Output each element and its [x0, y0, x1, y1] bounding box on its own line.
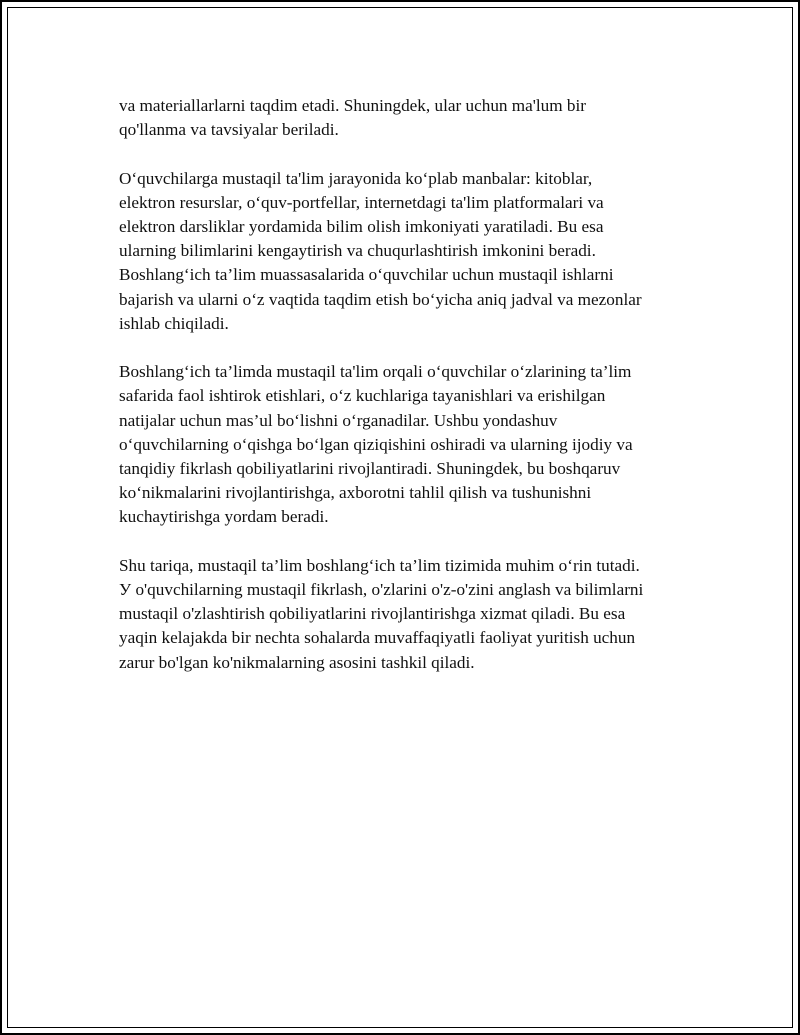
text-line: qo'llanma va tavsiyalar beriladi. [119, 120, 339, 140]
paragraph-4 [119, 554, 709, 675]
paragraph-2 [119, 167, 709, 336]
text-line: O‘quvchilarga mustaqil ta'lim jarayonida ko‘plab manbalar: kitoblar, [119, 168, 593, 188]
text-line: mustaqil o'zlashtirish qobiliyatlarini rivojlantirishga xizmat qiladi. Bu esa [119, 604, 626, 624]
text-line: va materiallarlarni taqdim etadi. Shuningdek, ular uchun ma'lum bir [119, 96, 587, 115]
text-line: elektron darsliklar yordamida bilim olish imkoniyati yaratiladi. Bu esa [119, 217, 604, 236]
text-line: kuchaytirishga yordam beradi. [119, 507, 329, 527]
text-line: tanqidiy fikrlash qobiliyatlarini rivojlantiradi. Shuningdek, bu boshqaruv [119, 459, 621, 479]
text-line: Boshlang‘ich ta’limda mustaqil ta'lim orqali o‘quvchilar o‘zlarining ta’lim [119, 362, 632, 382]
text-line: ularning bilimlarini kengaytirish va chuqurlashtirish imkonini beradi. [119, 241, 596, 261]
document-body [119, 94, 709, 699]
text-line: yaqin kelajakda bir nechta sohalarda muvaffaqiyatli faoliyat yuritish uchun [119, 628, 636, 648]
paragraph-1 [119, 94, 709, 142]
text-line: Shu tariqa, mustaqil ta’lim boshlang‘ich ta’lim tizimida muhim o‘rin tutadi. [119, 555, 640, 575]
text-line: ishlab chiqiladi. [119, 313, 229, 333]
text-line: safarida faol ishtirok etishlari, o‘z kuchlariga tayanishlari va erishilgan [119, 386, 606, 406]
text-line: zarur bo'lgan ko'nikmalarning asosini tashkil qiladi. [119, 652, 475, 672]
text-line: Boshlang‘ich ta’lim muassasalarida o‘quvchilar uchun mustaqil ishlarni [119, 265, 614, 285]
text-line: ko‘nikmalarini rivojlantirishga, axborotni tahlil qilish va tushunishni [119, 483, 592, 503]
paragraph-3 [119, 360, 709, 529]
text-line: elektron resurslar, o‘quv-portfellar, internetdagi ta'lim platformalari va [119, 192, 604, 212]
text-line: У o'quvchilarning mustaqil fikrlash, o'zlarini o'z-o'zini anglash va bilimlarni [119, 580, 644, 600]
text-line: bajarish va ularni o‘z vaqtida taqdim etish bo‘yicha aniq jadval va mezonlar [119, 289, 642, 309]
text-line: o‘quvchilarning o‘qishga bo‘lgan qiziqishini oshiradi va ularning ijodiy va [119, 434, 633, 454]
text-line: natijalar uchun mas’ul bo‘lishni o‘rganadilar. Ushbu yondashuv [119, 410, 558, 430]
